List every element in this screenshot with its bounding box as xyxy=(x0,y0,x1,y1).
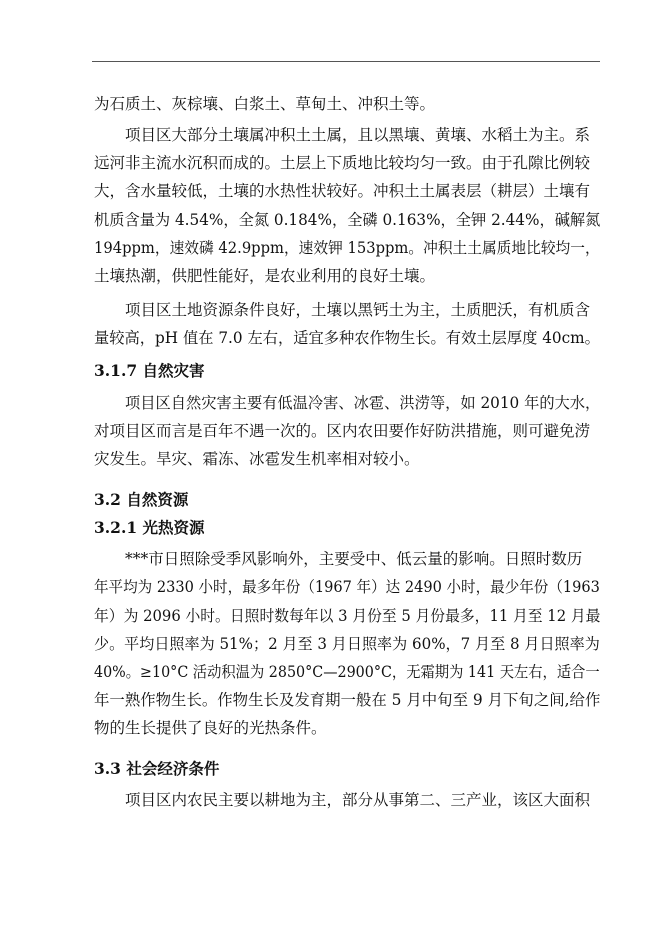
text-line: 项目区大部分土壤属冲积土土属，且以黑壤、黄壤、水稻土为主。系 xyxy=(125,126,591,144)
text-line: 年一熟作物生长。作物生长及发育期一般在 5 月中旬至 9 月下旬之间,给作 xyxy=(94,691,601,709)
text-line: 年）为 2096 小时。日照时数每年以 3 月份至 5 月份最多，11 月至 12 月最 xyxy=(94,607,601,625)
text-line: 对项目区而言是百年不遇一次的。区内农田要作好防洪措施，则可避免涝 xyxy=(94,422,591,440)
text-line: 项目区内农民主要以耕地为主，部分从事第二、三产业，该区大面积 xyxy=(125,791,591,809)
text-line: 远河非主流水沉积而成的。土层上下质地比较均匀一致。由于孔隙比例较 xyxy=(94,154,591,172)
text-line: 项目区自然灾害主要有低温冷害、冰雹、洪涝等，如 2010 年的大水， xyxy=(125,394,601,412)
text-line: 少。平均日照率为 51%；2 月至 3 月日照率为 60%，7 月至 8 月日照率为 xyxy=(94,635,600,653)
text-line: 大，含水量较低，土壤的水热性状较好。冲积土土属表层（耕层）土壤有 xyxy=(94,182,591,200)
text-line: 机质含量为 4.54%，全氮 0.184%，全磷 0.163%，全钾 2.44%，碱解氮 xyxy=(94,211,601,229)
text-line: 物的生长提供了良好的光热条件。 xyxy=(94,719,327,737)
text-line: 灾发生。旱灾、霜冻、冰雹发生机率相对较小。 xyxy=(94,450,420,468)
text-line: 194ppm，速效磷 42.9ppm，速效钾 153ppm。冲积土土属质地比较均一， xyxy=(94,239,600,257)
text-line: 年平均为 2330 小时，最多年份（1967 年）达 2490 小时，最少年份（1963 xyxy=(94,578,600,596)
header-rule xyxy=(92,61,600,62)
text-line: 为石质土、灰棕壤、白浆土、草甸土、冲积土等。 xyxy=(94,95,436,113)
text-line: 土壤热潮，供肥性能好，是农业利用的良好土壤。 xyxy=(94,267,436,285)
text-line: 40%。≥10°C 活动积温为 2850°C—2900°C，无霜期为 141 天左右，适合一 xyxy=(94,663,600,681)
text-line: 项目区土地资源条件良好，土壤以黑钙土为主，土质肥沃，有机质含 xyxy=(125,301,591,319)
text-line: 量较高，pH 值在 7.0 左右，适宜多种农作物生长。有效土层厚度 40cm。 xyxy=(94,329,600,347)
section-heading: 3.1.7 自然灾害 xyxy=(94,361,205,380)
section-heading: 3.2 自然资源 xyxy=(94,490,189,509)
section-heading: 3.2.1 光热资源 xyxy=(94,518,205,537)
text-line: ***市日照除受季风影响外，主要受中、低云量的影响。日照时数历 xyxy=(125,550,583,568)
section-heading: 3.3 社会经济条件 xyxy=(94,759,220,778)
